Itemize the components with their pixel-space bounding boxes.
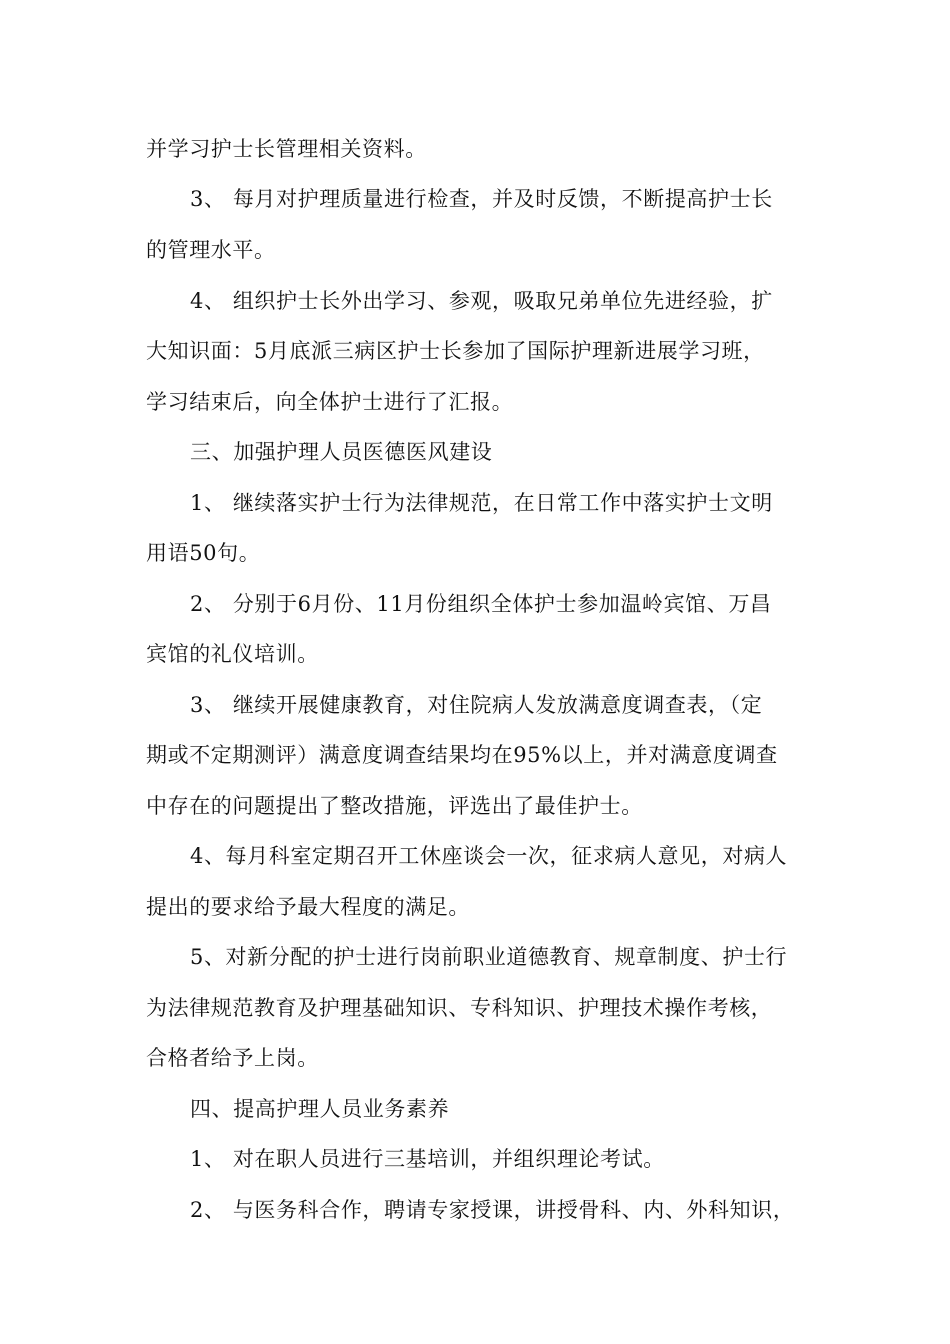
text-line: 5、对新分配的护士进行岗前职业道德教育、规章制度、护士行 xyxy=(190,945,788,969)
text-line: 并学习护士长管理相关资料。 xyxy=(146,137,427,161)
text-line: 宾馆的礼仪培训。 xyxy=(146,642,319,666)
text-line: 为法律规范教育及护理基础知识、专科知识、护理技术操作考核， xyxy=(146,996,773,1020)
text-line: 中存在的问题提出了整改措施，评选出了最佳护士。 xyxy=(146,794,643,818)
text-line: 3、 每月对护理质量进行检查，并及时反馈，不断提高护士长 xyxy=(190,187,773,211)
section-heading: 四、提高护理人员业务素养 xyxy=(190,1097,450,1121)
text-line: 3、 继续开展健康教育，对住院病人发放满意度调查表，（定 xyxy=(190,693,763,717)
text-line: 提出的要求给予最大程度的满足。 xyxy=(146,895,470,919)
section-heading: 三、加强护理人员医德医风建设 xyxy=(190,440,493,464)
text-line: 1、 继续落实护士行为法律规范，在日常工作中落实护士文明 xyxy=(190,491,773,515)
text-line: 学习结束后，向全体护士进行了汇报。 xyxy=(146,390,514,414)
text-line: 的管理水平。 xyxy=(146,238,276,262)
text-line: 大知识面：5月底派三病区护士长参加了国际护理新进展学习班， xyxy=(146,339,765,363)
text-line: 合格者给予上岗。 xyxy=(146,1046,319,1070)
text-line: 2、 与医务科合作，聘请专家授课，讲授骨科、内、外科知识， xyxy=(190,1198,795,1222)
text-line: 4、 组织护士长外出学习、参观，吸取兄弟单位先进经验，扩 xyxy=(190,289,773,313)
text-line: 1、 对在职人员进行三基培训，并组织理论考试。 xyxy=(190,1147,665,1171)
text-line: 用语50句。 xyxy=(146,541,261,565)
text-line: 4、每月科室定期召开工休座谈会一次，征求病人意见，对病人 xyxy=(190,844,788,868)
text-line: 2、 分别于6月份、11月份组织全体护士参加温岭宾馆、万昌 xyxy=(190,592,772,616)
text-line: 期或不定期测评）满意度调查结果均在95%以上，并对满意度调查 xyxy=(146,743,778,767)
